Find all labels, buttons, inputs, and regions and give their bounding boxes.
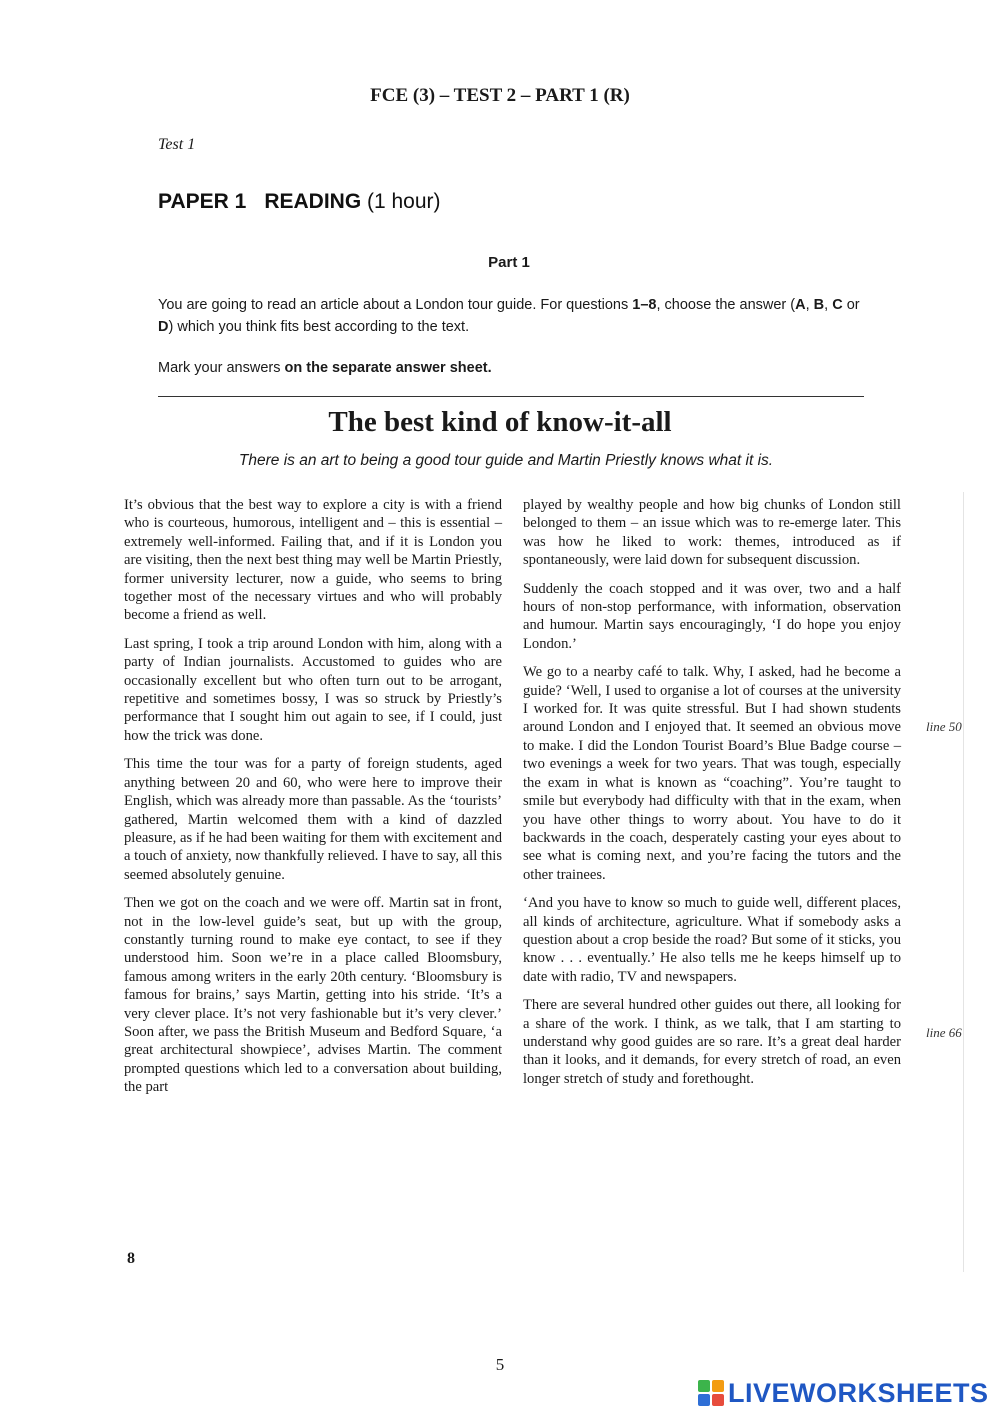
article-paragraph: There are several hundred other guides out there, all looking for a share of the work. I think, as we talk, that I am starting to understand why good guides are so rare. It’s a great deal harder than it looks, and it demands, for every stretch of road, an even longer stretch of study and forethought. <box>523 997 901 1087</box>
paper-prefix: PAPER 1 <box>158 190 247 213</box>
liveworksheets-brand-text: LIVEWORKSHEETS <box>728 1377 989 1408</box>
separator: , <box>824 297 833 313</box>
logo-square-orange <box>712 1380 724 1392</box>
paper-heading <box>158 190 441 214</box>
article-title: The best kind of know-it-all <box>328 406 672 438</box>
instructions-text: You are going to read an article about a London tour guide. For questions <box>158 297 633 313</box>
option-a-label: A <box>795 297 806 313</box>
inner-page-number: 8 <box>127 1250 135 1267</box>
divider-rule <box>158 396 864 397</box>
article-paragraph: ‘And you have to know so much to guide well, different places, all kinds of architecture, agriculture. What if somebody asks a question about a crop beside the road? But some of it sticks, you know . . . eventually.’ He also tells me he keeps himself up to date with radio, TV and newspapers. <box>523 895 901 985</box>
article-paragraph: played by wealthy people and how big chunks of London still belonged to them – an issue which was to re-emerge later. This was how he liked to work: themes, introduced as if spontaneously, were laid down for subsequent discussion. <box>523 497 901 569</box>
mark-prefix: Mark your answers <box>158 360 285 376</box>
document-header-title: FCE (3) – TEST 2 – PART 1 (R) <box>370 85 630 106</box>
liveworksheets-logo-icon <box>698 1380 724 1406</box>
scan-edge-line <box>963 492 964 1272</box>
option-d-label: D <box>158 319 169 335</box>
article-paragraph: This time the tour was for a party of foreign students, aged anything between 20 and 60, who were here to improve their English, which was already more than passable. As the ‘tourists’ gathered, Martin welcomed them with a kind of dazzled pleasure, as if he had been waiting for them with excitement and a touch of anxiety, now thankfully relieved. I have to say, all this seemed absolutely genuine. <box>124 756 502 883</box>
article-subtitle: There is an art to being a good tour guide and Martin Priestly knows what it is. <box>238 452 774 469</box>
test-label: Test 1 <box>158 136 196 153</box>
liveworksheets-logo[interactable] <box>698 1378 989 1408</box>
line-marker-66: line 66 <box>926 1025 962 1040</box>
question-range: 1–8 <box>632 297 657 313</box>
article-paragraph: We go to a nearby café to talk. Why, I asked, had he become a guide? ‘Well, I used to organise a lot of courses at the university I worked for. It was quite stressful. But I had shown students around London and I enjoyed that. It seemed an obvious move to make. I did the London Tourist Board’s Blue Badge course – two evenings a week for two years. That was tough, especially the exam in what is known as “coaching”. You’re taught to smile but everybody had difficulty with that in the exam, when you have other things to worry about. You have to do it backwards in the coach, desperately casting your eyes about to see what is coming next, and you’re facing the tutors and the other trainees. <box>523 664 901 883</box>
separator: or <box>842 297 860 313</box>
mark-bold: on the separate answer sheet. <box>284 360 492 376</box>
instructions-text: , choose the answer ( <box>656 297 796 313</box>
option-c-label: C <box>832 297 843 313</box>
logo-square-green <box>698 1380 710 1392</box>
instructions <box>158 294 878 338</box>
article-paragraph: Suddenly the coach stopped and it was over, two and a half hours of non-stop performance, with information, observation and humour. Martin says encouragingly, ‘I do hope you enjoy London.’ <box>523 580 901 652</box>
paper-name: READING <box>264 190 362 213</box>
option-b-label: B <box>813 297 825 313</box>
logo-square-blue <box>698 1394 710 1406</box>
line-marker-50: line 50 <box>926 719 962 734</box>
logo-square-red <box>712 1394 724 1406</box>
article-paragraph: Last spring, I took a trip around London with him, along with a party of Indian journalists. Accustomed to guides who are occasionally excellent but who often turn out to be arrogant, repetitive and sometimes bossy, I was so struck by Priestly’s performance that I sought him out again to see, if I could, just how the trick was done. <box>124 635 502 744</box>
part-label: Part 1 <box>488 254 530 271</box>
instructions-text: ) which you think fits best according to the text. <box>168 319 470 335</box>
article-paragraph: It’s obvious that the best way to explore a city is with a friend who is courteous, humorous, intelligent and – this is essential – extremely well-informed. Failing that, and if it is London you are visiting, then the next best thing may well be Martin Priestly, former university lecturer, now a guide, who seems to bring together most of the necessary virtues and who will probably become a friend as well. <box>124 497 503 624</box>
paper-duration: (1 hour) <box>367 190 441 213</box>
separator: , <box>805 297 814 313</box>
article-paragraph: Then we got on the coach and we were off. Martin sat in front, not in the low-level guide’s seat, but up with the group, constantly turning round to make eye contact, to see if they understood him. Soon we’re in a place called Bloomsbury, famous among writers in the early 20th century. ‘Bloomsbury is famous for brains,’ says Martin, getting into his stride. ‘It’s a very clever place. It’s not very fashionable but it’s very clever.’ Soon after, we pass the British Museum and Bedford Square, ‘a great architectural showpiece’, advises Martin. The comment prompted questions which led to a conversation about building, the part <box>124 895 502 1096</box>
article-column-right <box>523 496 901 1098</box>
outer-page-number: 5 <box>495 1355 505 1374</box>
article-column-left <box>124 496 502 1107</box>
mark-answers-instruction <box>158 360 878 376</box>
